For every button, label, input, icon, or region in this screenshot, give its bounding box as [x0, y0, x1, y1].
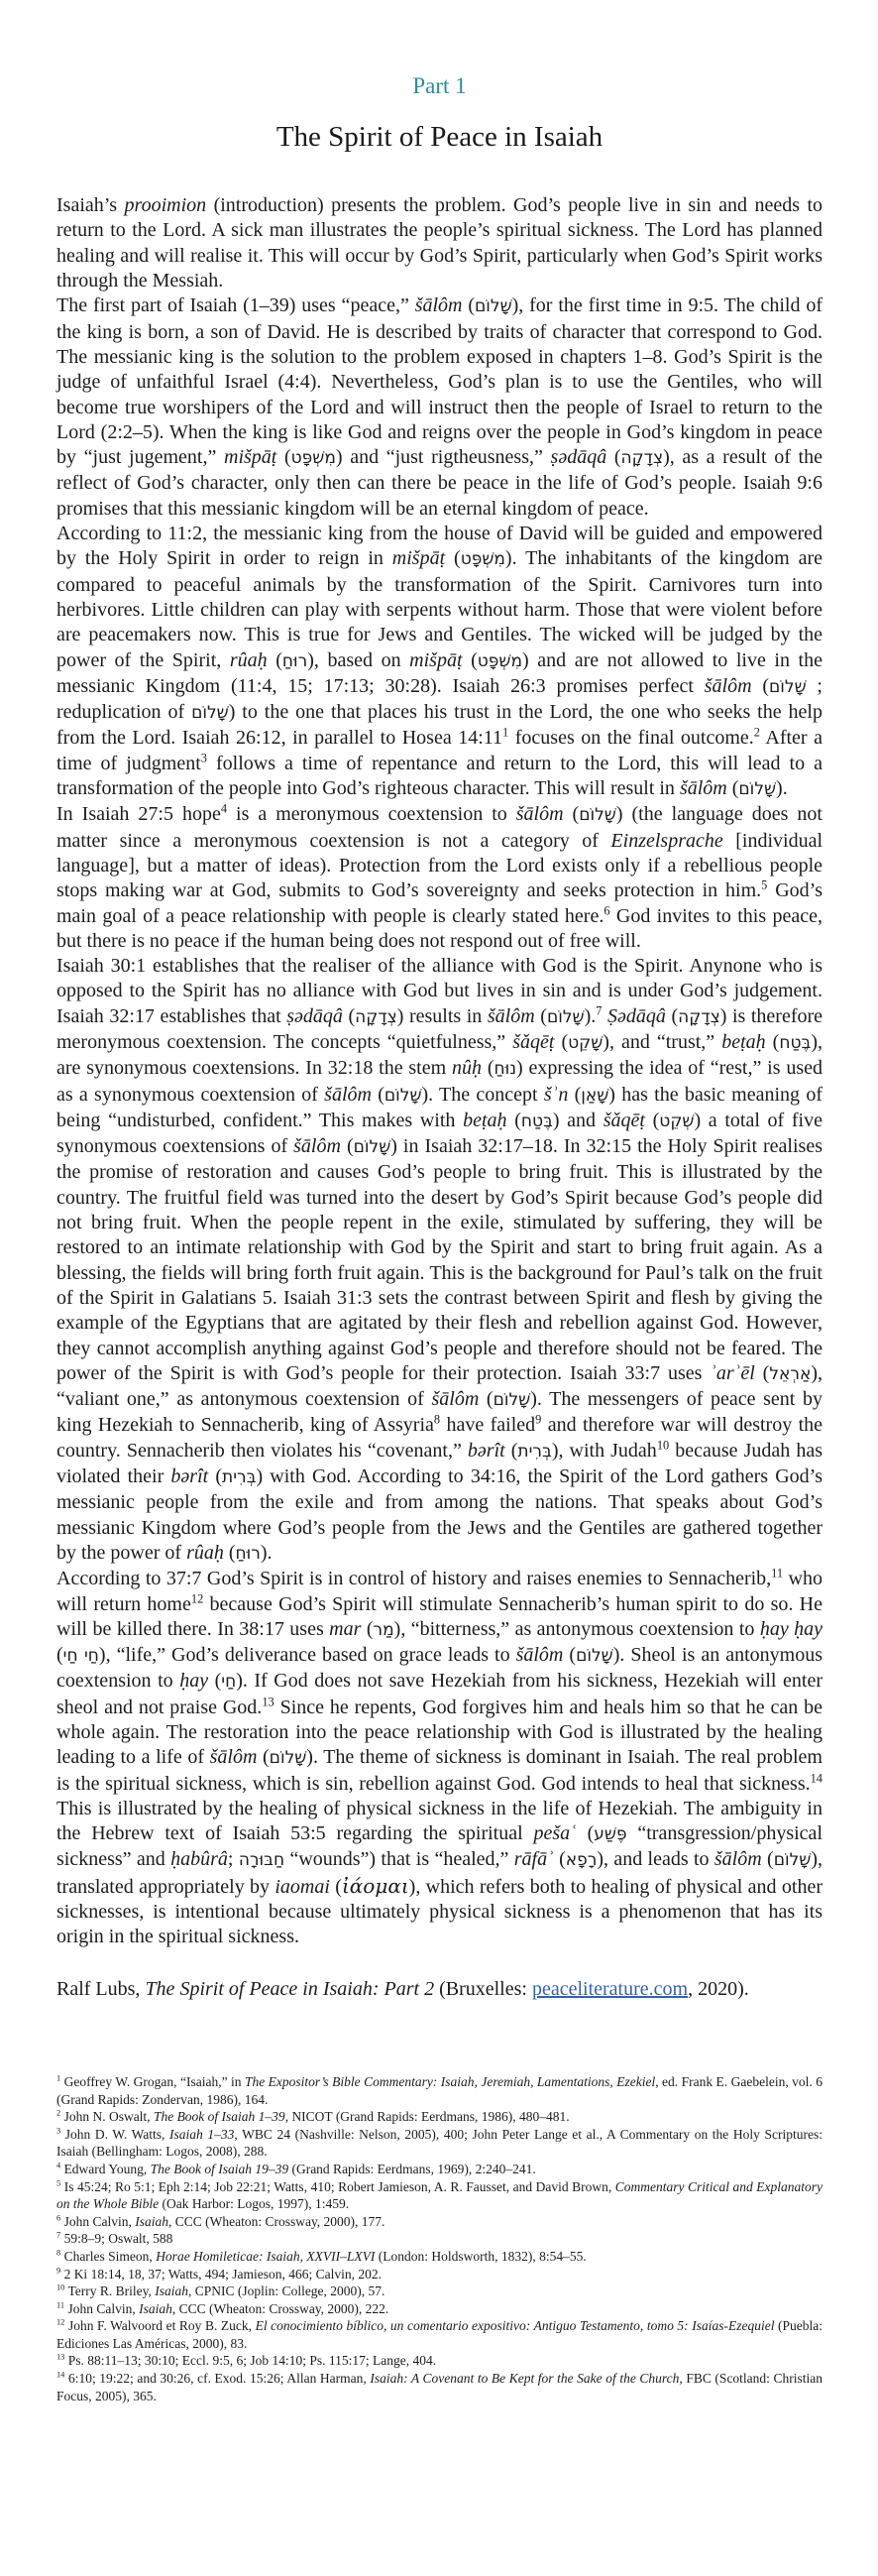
- transliterated-term: Isaiah: [135, 2213, 168, 2229]
- footnote-number: 10: [56, 2283, 65, 2292]
- body-paragraph: According to 11:2, the messianic king from the house of David will be guided and empowered by the Holy Spirit in order to reign in mišpāṭ (מִשְׁפָּט). The inhabitants of the kingdom are compared to peaceful animals by the transformation of the Spirit. Carnivores turn into herbivores. Little children can play with serpents without harm. Those that were violent before are peacemakers now. This is true for Jews and Gentiles. The wicked will be judged by the power of the Spirit, rûaḥ (רוּחַ), based on mišpāṭ (מִשְׁפָּט) and are not allowed to live in the messianic Kingdom (11:4, 15; 17:13; 30:28). Isaiah 26:3 promises perfect šālôm (שָׁלוֹם ; reduplication of שָׁלוֹם) to the one that places his trust in the Lord, the one who seeks the help from the Lord. Isaiah 26:12, in parallel to Hosea 14:11$^1$ focuses on the final outcome.$^2$ After a time of judgment$^3$ follows a time of repentance and return to the Lord, this will lead to a transformation of the people into God’s righteous character. This will result in šālôm (שָׁלוֹם).: [56, 523, 823, 800]
- transliterated-term: rûaḥ: [229, 648, 268, 671]
- transliterated-term: Isaiah: A Covenant to Be Kept for the Sake of the Church: [370, 2371, 680, 2387]
- transliterated-term: rûaḥ: [186, 1541, 224, 1564]
- footnote: $^{11}$ John Calvin, Isaiah, CCC (Wheaton: Crossway, 2000), 222.: [56, 2300, 389, 2316]
- transliterated-term: bərît: [170, 1465, 209, 1488]
- transliterated-term: šʾn: [543, 1083, 569, 1106]
- body-paragraph: Isaiah’s prooimion (introduction) presents the problem. God’s people live in sin and needs to return to the Lord. A sick man illustrates the people’s spiritual sickness. The Lord has planned healing and will realise it. This will occur by God’s Spirit, particularly when God’s Spirit works through the Messiah.: [56, 194, 823, 293]
- transliterated-term: The Spirit of Peace in Isaiah: Part 2: [145, 1977, 435, 2000]
- greek-term: ἰάομαι: [341, 1873, 409, 1898]
- hebrew-term: שָׁלוֹם: [353, 1137, 391, 1158]
- footnote-ref: 4: [220, 801, 228, 816]
- transliterated-term: šǎqēṭ: [512, 1030, 555, 1053]
- hebrew-term: חַבּוּרָה: [238, 1850, 285, 1871]
- hebrew-term: שָׁלוֹם: [579, 805, 616, 826]
- transliterated-term: Isaiah: [139, 2300, 172, 2316]
- hebrew-term: אַרְאֵל: [769, 1363, 812, 1384]
- transliterated-term: Horae Homileticae: Isaiah, XXVII–LXVI: [156, 2248, 376, 2264]
- hebrew-term: שָׁלוֹם: [475, 296, 512, 317]
- hebrew-term: שָׁקֵט: [568, 1032, 604, 1053]
- footnote: $^{12}$ John F. Walvoord et Roy B. Zuck, El conocimiento bíblico, un comentario expositivo: Antiguo Testamento, tomo 5: Isaías-Ezequiel (Puebla: Ediciones Las Américas, 2000), 83.: [56, 2317, 823, 2351]
- hebrew-term: חַי: [221, 1672, 237, 1693]
- footnote: $^{10}$ Terry R. Briley, Isaiah, CPNIC (Joplin: College, 2000), 57.: [56, 2283, 385, 2299]
- hebrew-term: רוּחַ: [281, 650, 308, 671]
- transliterated-term: ṣədāqâ: [550, 446, 607, 469]
- transliterated-term: Isaiah: [155, 2283, 189, 2299]
- transliterated-term: šālôm: [414, 294, 463, 317]
- hebrew-term: בְּרִית: [222, 1467, 257, 1488]
- body-paragraph: In Isaiah 27:5 hope$^4$ is a meronymous coextension to šālôm (שָׁלוֹם) (the language does not matter since a meronymous coextension is not a category of Einzelsprache [individual language], but a matter of ideas). Protection from the Lord exists only if a rebellious people stops making war at God, submits to God’s sovereignty and seeks protection in him.$^5$ God’s main goal of a peace relationship with people is clearly stated here.$^6$ God invites to this peace, but there is no peace if the human being does not respond out of free will.: [56, 801, 823, 952]
- footnote: $^4$ Edward Young, The Book of Isaiah 19–39 (Grand Rapids: Eerdmans, 1969), 2:240–241.: [56, 2161, 536, 2176]
- footnote-ref: 9: [535, 1412, 542, 1427]
- footnote-ref: 13: [262, 1695, 274, 1709]
- footnote: $^1$ Geoffrey W. Grogan, “Isaiah,” in The Expositor’s Bible Commentary: Isaiah, Jeremiah, Lamentations, Ezekiel, ed. Frank E. Gaebelein, vol. 6 (Grand Rapids: Zondervan, 1986), 164.: [56, 2073, 823, 2107]
- transliterated-term: šālôm: [487, 1004, 535, 1027]
- transliterated-term: Einzelsprache: [610, 829, 723, 852]
- footnote-number: 11: [56, 2300, 65, 2310]
- transliterated-term: šālôm: [324, 1083, 372, 1106]
- hebrew-term: חַי חַי: [62, 1646, 99, 1667]
- hebrew-term: שָׁלוֹם: [773, 1850, 812, 1871]
- hebrew-term: צְדָקָה: [678, 1006, 720, 1027]
- part-label: Part 1: [412, 73, 467, 98]
- hebrew-term: שָׁלוֹם: [576, 1646, 613, 1667]
- transliterated-term: mišpāṭ: [391, 547, 446, 570]
- transliterated-term: šǎqēṭ: [603, 1109, 645, 1131]
- transliterated-term: beṭaḥ: [463, 1109, 507, 1131]
- footnote: $^5$ Is 45:24; Ro 5:1; Eph 2:14; Job 22:21; Watts, 410; Robert Jamieson, A. R. Fausset, and David Brown, Commentary Critical and Explanatory on the Whole Bible (Oak Harbor: Logos, 1997), 1:459.: [56, 2178, 823, 2212]
- transliterated-term: ṣədāqâ: [286, 1004, 343, 1027]
- citation-line: Ralf Lubs, The Spirit of Peace in Isaiah: Part 2 (Bruxelles: peaceliterature.com, 2020).: [56, 1977, 749, 2000]
- footnote-ref: 6: [604, 902, 610, 917]
- hebrew-term: נוּחַ: [494, 1059, 517, 1080]
- transliterated-term: The Book of Isaiah 19–39: [150, 2161, 289, 2176]
- transliterated-term: mišpāṭ: [409, 648, 463, 671]
- transliterated-term: El conocimiento bíblico, un comentario expositivo: Antiguo Testamento, tomo 5: Isaías-Ezequiel: [255, 2318, 775, 2334]
- footnote-ref: 14: [810, 1770, 823, 1785]
- transliterated-term: The Book of Isaiah 1–39: [153, 2109, 285, 2125]
- transliterated-term: bərît: [467, 1439, 505, 1462]
- hebrew-term: שָׁלוֹם: [384, 1085, 422, 1106]
- transliterated-term: šālôm: [209, 1746, 258, 1769]
- transliterated-term: šālôm: [515, 1644, 564, 1667]
- footnote: $^{14}$ 6:10; 19:22; and 30:26, cf. Exod. 15:26; Allan Harman, Isaiah: A Covenant to Be Kept for the Sake of the Church, FBC (Scotland: Christian Focus, 2005), 365.: [56, 2370, 823, 2403]
- footnote-number: 4: [56, 2161, 61, 2170]
- transliterated-term: šālôm: [431, 1388, 480, 1411]
- hebrew-term: צְדָקָה: [355, 1006, 397, 1027]
- hebrew-term: רָפָא: [565, 1850, 598, 1871]
- hebrew-term: שָׁלוֹם: [546, 1006, 585, 1027]
- transliterated-term: šālôm: [293, 1135, 341, 1158]
- hebrew-term: שָׁלוֹם: [738, 779, 777, 800]
- transliterated-term: iaomai: [274, 1875, 330, 1898]
- footnote: $^8$ Charles Simeon, Horae Homileticae: Isaiah, XXVII–LXVI (London: Holdsworth, 1832), 8:54–55.: [56, 2248, 587, 2264]
- transliterated-term: prooimion: [124, 194, 207, 217]
- hebrew-term: פֶּשַׁע: [594, 1824, 627, 1845]
- footnote-number: 8: [56, 2248, 61, 2258]
- footnote-ref: 7: [596, 1003, 603, 1018]
- page-title: The Spirit of Peace in Isaiah: [275, 121, 604, 154]
- hebrew-term: רוּחַ: [235, 1543, 261, 1564]
- hebrew-term: שָׁלוֹם: [769, 676, 807, 697]
- transliterated-term: mar: [329, 1617, 362, 1640]
- hebrew-term: בְּרִית: [517, 1441, 552, 1462]
- body-paragraph: According to 37:7 God’s Spirit is in control of history and raises enemies to Sennacherib,$^{11}$ who will return home$^{12}$ because God’s Spirit will stimulate Sennacherib’s human spirit to do so. He will be killed there. In 38:17 uses mar (מַר), “bitterness,” as antonymous coextension to ḥay ḥay (חַי חַי), “life,” God’s deliverance based on grace leads to šālôm (שָׁלוֹם). Sheol is an antonymous coextension to ḥay (חַי). If God does not save Hezekiah from his sickness, Hezekiah will enter sheol and not praise God.$^{13}$ Since he repents, God forgives him and heals him so that he can be whole again. The restoration into the peace relationship with God is illustrated by the healing leading to a life of šālôm (שָׁלוֹם). The theme of sickness is dominant in Isaiah. The real problem is the spiritual sickness, which is sin, rebellion against God. God intends to heal that sickness.$^{14}$ This is illustrated by the healing of physical sickness in the life of Hezekiah. The ambiguity in the Hebrew text of Isaiah 53:5 regarding the spiritual pešaʿ (פֶּשַׁע “transgression/physical sickness” and ḥabûrâ; חַבּוּרָה “wounds”) that is “healed,” rāfāʾ (רָפָא), and leads to šālôm (שָׁלוֹם), translated appropriately by iaomai (ἰάομαι), which refers both to healing of physical and other sicknesses, is intentional because ultimately physical sickness is a phenomenon that has its origin in the spiritual sickness.: [56, 1566, 823, 1948]
- hebrew-term: מִשְׁפָּט: [460, 549, 505, 570]
- body-paragraph: Isaiah 30:1 establishes that the realiser of the alliance with God is the Spirit. Anynone who is opposed to the Spirit has no alliance with God but lives in sin and is under God’s judgement. Isaiah 32:17 establishes that ṣədāqâ (צְדָקָה) results in šālôm (שָׁלוֹם).$^7$ Ṣədāqâ (צְדָקָה) is therefore meronymous coextension. The concepts “quietfulness,” šǎqēṭ (שָׁקֵט), and “trust,” beṭaḥ (בֶּטַח), are synonymous coextensions. In 32:18 the stem nûḥ (נוּחַ) expressing the idea of “rest,” is used as a synonymous coextension of šālôm (שָׁלוֹם). The concept šʾn (שָׁאַן) has the basic meaning of being “undisturbed, confident.” This makes with beṭaḥ (בֶּטַח) and šǎqēṭ (שְׁקֵט) a total of five synonymous coextensions of šālôm (שָׁלוֹם) in Isaiah 32:17–18. In 32:15 the Holy Spirit realises the promise of restoration and causes God’s people to bring fruit. This is illustrated by the country. The fruitful field was turned into the desert by God’s Spirit because God’s people did not bring fruit. When the people repent in the exile, stimulated by suffering, they will be restored to an intimate relationship with God by the Spirit and start to bring fruit again. As a blessing, the fields will bring forth fruit again. This is the background for Paul’s talk on the fruit of the Spirit in Galatians 5. Isaiah 31:3 sets the contrast between Spirit and flesh by giving the example of the Egyptians that are agitated by their flesh and rebellion against God. However, they cannot accomplish anything against God’s people and therefore should not be feared. The power of the Spirit is with God’s people for their protection. Isaiah 33:7 uses ʾarʾēl (אַרְאֵל), “valiant one,” as antonymous coextension of šālôm (שָׁלוֹם). The messengers of peace sent by king Hezekiah to Sennacherib, king of Assyria$^8$ have failed$^9$ and therefore war will destroy the country. Sennacherib then violates his “covenant,” bərît (בְּרִית), with Judah$^{10}$ because Judah has violated their bərît (בְּרִית) with God. According to 34:16, the Spirit of the Lord gathers God’s messianic people from the exile and from among the nations. That speaks about God’s messianic Kingdom where God’s people from the Jews and the Gentiles are gathered together by the power of rûaḥ (רוּחַ).: [56, 955, 823, 1564]
- footnote-number: 6: [56, 2213, 61, 2223]
- hebrew-term: שָׁלוֹם: [269, 1748, 307, 1769]
- footnote-number: 14: [56, 2370, 65, 2380]
- footnote-number: 9: [56, 2266, 61, 2275]
- footnote-ref: 12: [190, 1590, 204, 1605]
- footnote: $^3$ John D. W. Watts, Isaiah 1–33, WBC 24 (Nashville: Nelson, 2005), 400; John Peter Lange et al., A Commentary on the Holy Scriptures: Isaiah (Bellingham: Logos, 2008), 288.: [56, 2126, 823, 2160]
- hebrew-term: מִשְׁפָּט: [477, 650, 522, 671]
- hebrew-term: מִשְׁפָּט: [290, 448, 336, 469]
- transliterated-term: ḥay ḥay: [759, 1617, 823, 1640]
- transliterated-term: nûḥ: [452, 1057, 482, 1080]
- transliterated-term: šālôm: [713, 1848, 762, 1871]
- body-text: [56, 193, 823, 1949]
- transliterated-term: beṭaḥ: [721, 1030, 766, 1053]
- transliterated-term: ḥabûrâ: [170, 1848, 228, 1871]
- footnote-number: 1: [56, 2073, 61, 2083]
- footnote: $^{13}$ Ps. 88:11–13; 30:10; Eccl. 9:5, 6; Job 14:10; Ps. 115:17; Lange, 404.: [56, 2352, 437, 2369]
- hebrew-term: מַר: [373, 1619, 394, 1640]
- transliterated-term: Commentary Critical and Explanatory on the Whole Bible: [56, 2178, 823, 2212]
- hebrew-term: בֶּטַח: [779, 1032, 812, 1053]
- hebrew-term: שָׁלוֹם: [493, 1390, 531, 1411]
- footnote-number: 7: [56, 2230, 61, 2240]
- transliterated-term: pešaʿ: [533, 1822, 577, 1845]
- footnotes-section: [56, 2073, 823, 2404]
- transliterated-term: ʾarʾēl: [710, 1361, 755, 1384]
- peaceliterature-link[interactable]: peaceliterature.com: [531, 1977, 689, 2000]
- footnote: $^6$ John Calvin, Isaiah, CCC (Wheaton: Crossway, 2000), 177.: [56, 2213, 385, 2229]
- footnote-number: 3: [56, 2126, 61, 2136]
- footnote-number: 2: [56, 2108, 61, 2118]
- transliterated-term: Ṣədāqâ: [607, 1004, 666, 1027]
- footnote-ref: 5: [761, 878, 768, 892]
- hebrew-term: צְדָקָה: [620, 448, 664, 469]
- hebrew-term: שָׁאַן: [581, 1085, 609, 1106]
- footnote-number: 12: [56, 2317, 65, 2327]
- transliterated-term: šālôm: [704, 674, 752, 697]
- footnote-ref: 1: [502, 725, 509, 740]
- footnote-ref: 3: [200, 751, 207, 765]
- footnote-number: 13: [56, 2352, 65, 2362]
- footnote-ref: 10: [656, 1438, 670, 1453]
- transliterated-term: ḥay: [179, 1670, 209, 1693]
- body-paragraph: The first part of Isaiah (1–39) uses “peace,” šālôm (שָׁלוֹם), for the first time in 9:5. The child of the king is born, a son of David. He is described by traits of character that correspond to God. The messianic king is the solution to the problem exposed in chapters 1–8. God’s Spirit is the judge of unfaithful Israel (4:4). Nevertheless, God’s plan is to use the Gentiles, who will become true worshipers of the Lord and will instruct then the people of Israel to return to the Lord (2:2–5). When the king is like God and reigns over the people in God’s kingdom in peace by “just jugement,” mišpāṭ (מִשְׁפָּט) and “just rigtheusness,” ṣədāqâ (צְדָקָה), as a result of the reflect of God’s character, only then can there be peace in the life of God’s people. Isaiah 9:6 promises that this messianic kingdom will be an eternal kingdom of peace.: [56, 294, 823, 520]
- hebrew-term: שְׁקֵט: [659, 1111, 695, 1131]
- transliterated-term: šālôm: [515, 803, 564, 826]
- footnote: $^2$ John N. Oswalt, The Book of Isaiah 1–39, NICOT (Grand Rapids: Eerdmans, 1986), 480–481.: [56, 2108, 570, 2125]
- footnote-ref: 8: [433, 1412, 441, 1427]
- hebrew-term: שָׁלוֹם: [191, 703, 229, 724]
- footnote: $^9$ 2 Ki 18:14, 18, 37; Watts, 494; Jamieson, 466; Calvin, 202.: [56, 2266, 382, 2282]
- footnote-ref: 11: [771, 1566, 784, 1581]
- footnote-number: 5: [56, 2178, 61, 2188]
- footnote-ref: 2: [753, 725, 760, 740]
- footnote: $^7$ 59:8–9; Oswalt, 588: [56, 2230, 173, 2247]
- hebrew-term: בֶּטַח: [520, 1111, 553, 1131]
- transliterated-term: šālôm: [679, 777, 727, 800]
- transliterated-term: The Expositor’s Bible Commentary: Isaiah, Jeremiah, Lamentations, Ezekiel: [244, 2073, 656, 2089]
- transliterated-term: mišpāṭ: [224, 446, 277, 469]
- transliterated-term: Isaiah 1–33: [169, 2126, 235, 2142]
- transliterated-term: rāfāʾ: [513, 1848, 554, 1871]
